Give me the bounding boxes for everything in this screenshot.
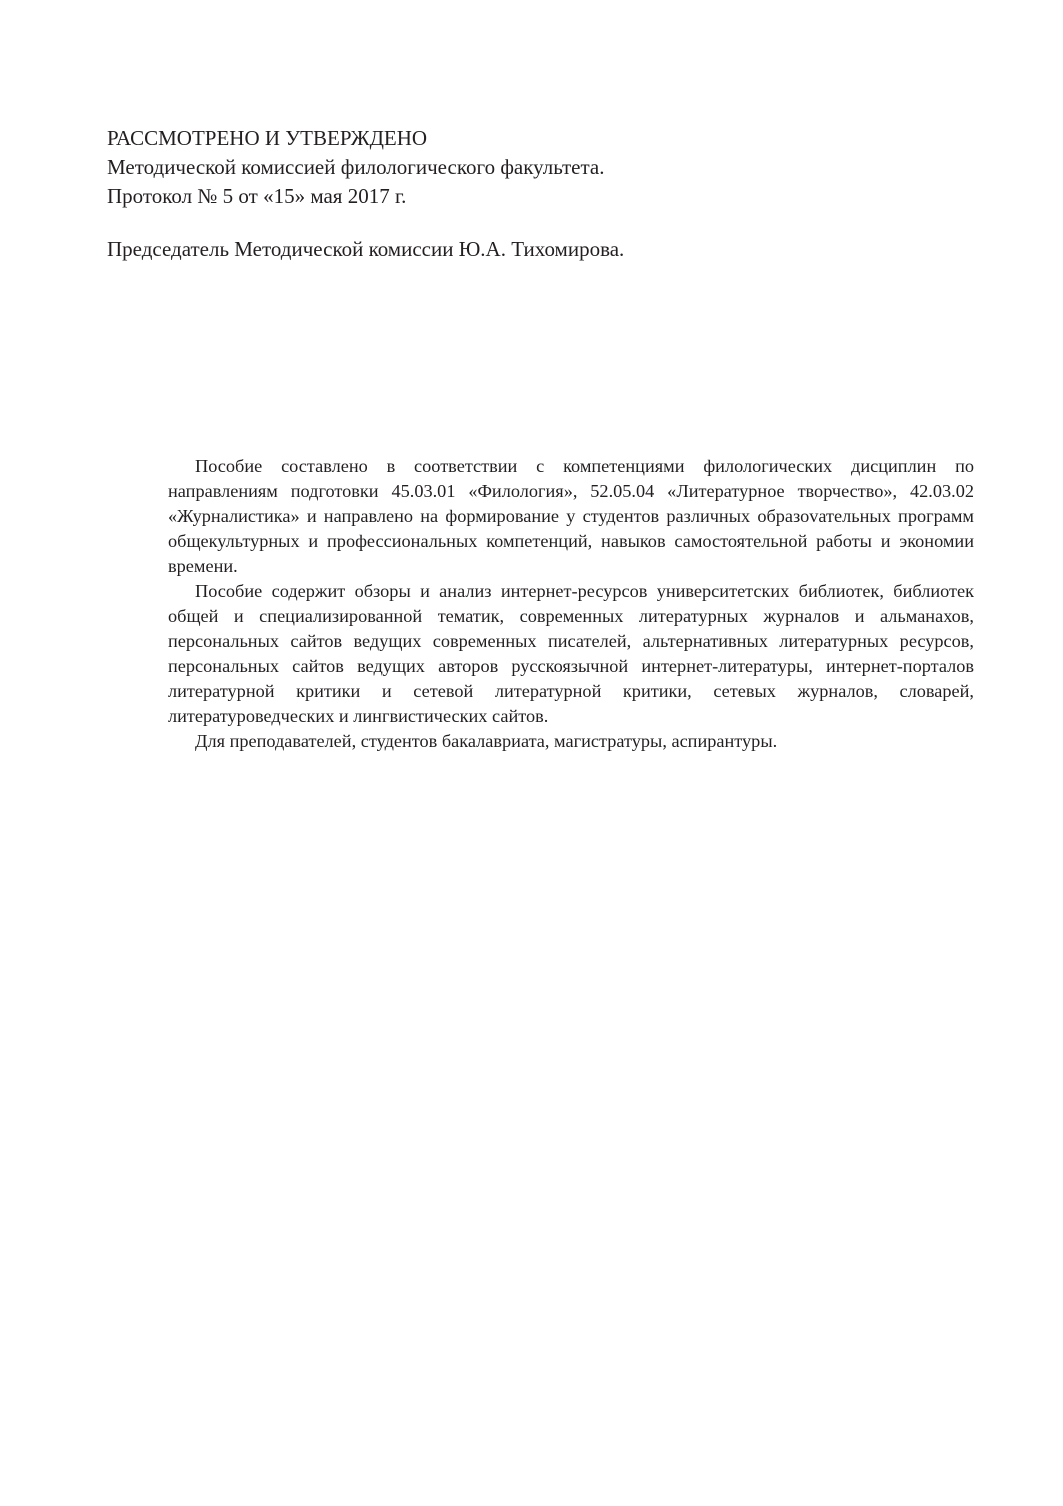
approval-block — [107, 124, 967, 211]
abstract-block — [168, 454, 974, 754]
approval-heading: РАССМОТРЕНО И УТВЕРЖДЕНО — [107, 126, 428, 150]
abstract-paragraph-competencies: Пособие составлено в соответствии с компетенциями филологических дисциплин по направлениям подготовки 45.03.01 «Филология», 52.05.04 «Литературное творчество», 42.03.02 «Журналистика» и направлено на формирование у студентов различных образоvательных программ общекультурных и профессиональных компетенций, навыков самостоятельной работы и экономии времени. — [168, 456, 974, 576]
abstract-paragraph-contents: Пособие содержит обзоры и анализ интернет-ресурсов университетских библиотек, библиотек общей и специализированной тематик, современных литературных журналов и альманахов, персональных сайтов ведущих современных писателей, альтернативных литературных ресурсов, персональных сайтов ведущих авторов русскоязычной интернет-литературы, интернет-порталов литературной критики и сетевой литературной критики, сетевых журналов, словарей, литературоведческих и лингвистических сайтов. — [168, 581, 974, 726]
approval-protocol: Протокол № 5 от «15» мая 2017 г. — [107, 184, 407, 208]
abstract-paragraph-audience: Для преподавателей, студентов бакалавриата, магистратуры, аспирантуры. — [195, 731, 778, 751]
approval-committee: Методической комиссией филологического факультета. — [107, 155, 605, 179]
chair-line: Председатель Методической комиссии Ю.А. Тихомирова. — [107, 237, 625, 261]
